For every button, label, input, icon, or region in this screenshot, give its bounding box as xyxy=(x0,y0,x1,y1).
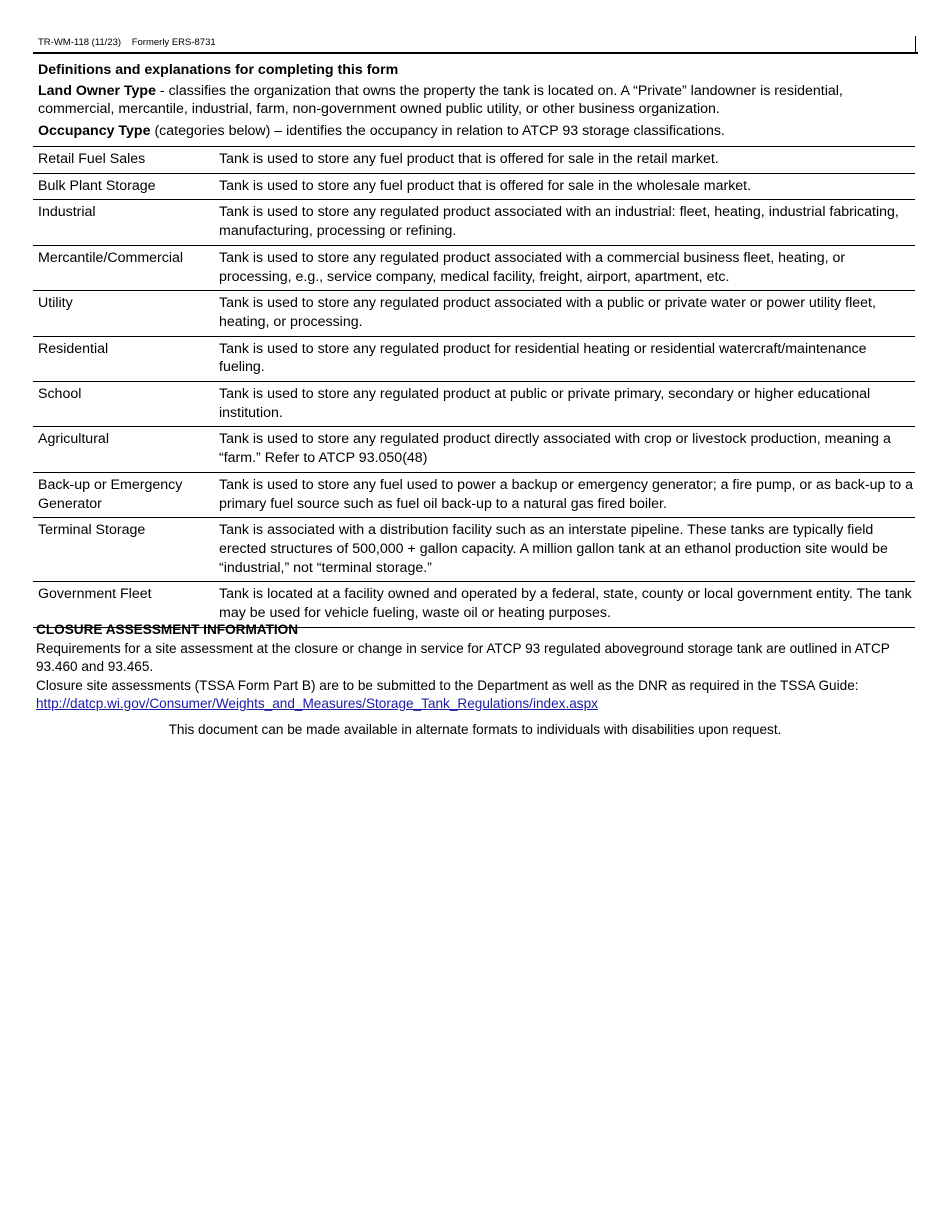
occupancy-description: Tank is used to store any fuel product that is offered for sale in the wholesale market. xyxy=(219,173,915,200)
accessibility-notice: This document can be made available in alternate formats to individuals with disabilities upon request. xyxy=(168,722,782,737)
definitions-section xyxy=(38,61,914,143)
occupancy-definition xyxy=(38,122,914,141)
table-row xyxy=(33,336,915,381)
definitions-heading: Definitions and explanations for completing this form xyxy=(38,62,399,78)
land-owner-definition xyxy=(38,82,914,119)
occupancy-term: Back-up or Emergency Generator xyxy=(33,472,219,517)
occupancy-term: Government Fleet xyxy=(33,582,219,627)
occupancy-term: Retail Fuel Sales xyxy=(33,147,219,174)
table-row xyxy=(33,518,915,582)
table-row xyxy=(33,427,915,472)
occupancy-text: (categories below) – identifies the occupancy in relation to ATCP 93 storage classifications. xyxy=(150,122,725,139)
occupancy-description: Tank is used to store any regulated product associated with a commercial business fleet, heating, or processing, e.g., service company, medical facility, freight, airport, apartment, etc. xyxy=(219,245,915,290)
occupancy-term: Terminal Storage xyxy=(33,518,219,582)
occupancy-description: Tank is used to store any fuel used to power a backup or emergency generator; a fire pump, or as back-up to a primary fuel source such as fuel oil back-up to a natural gas fired boiler. xyxy=(219,472,915,517)
occupancy-description: Tank is associated with a distribution facility such as an interstate pipeline. These tanks are typically field erected structures of 500,000 + gallon capacity. A million gallon tank at an ethanol production site would be “industrial,” not “terminal storage.” xyxy=(219,518,915,582)
occupancy-term: School xyxy=(33,382,219,427)
closure-paragraph-1: Requirements for a site assessment at the closure or change in service for ATCP 93 regulated aboveground storage tank are outlined in ATCP 93.460 and 93.465. xyxy=(36,641,890,675)
closure-paragraph-2: Closure site assessments (TSSA Form Part B) are to be submitted to the Department as well as the DNR as required in the TSSA Guide: xyxy=(36,677,859,693)
table-row xyxy=(33,472,915,517)
table-row xyxy=(33,147,915,174)
occupancy-term: Agricultural xyxy=(33,427,219,472)
table-row xyxy=(33,200,915,245)
form-code xyxy=(38,37,216,48)
form-number: TR-WM-118 (11/23) xyxy=(38,37,122,48)
closure-heading: CLOSURE ASSESSMENT INFORMATION xyxy=(36,622,299,637)
table-row xyxy=(33,291,915,336)
occupancy-description: Tank is used to store any regulated product directly associated with crop or livestock production, meaning a “farm.” Refer to ATCP 93.050(48) xyxy=(219,427,915,472)
table-row xyxy=(33,173,915,200)
occupancy-description: Tank is used to store any regulated product associated with a public or private water or power utility fleet, heating, or processing. xyxy=(219,291,915,336)
occupancy-term: Residential xyxy=(33,336,219,381)
occupancy-description: Tank is used to store any regulated product for residential heating or residential watercraft/maintenance fueling. xyxy=(219,336,915,381)
closure-section xyxy=(36,621,916,713)
tssa-guide-link[interactable]: http://datcp.wi.gov/Consumer/Weights_and_Measures/Storage_Tank_Regulations/index.aspx xyxy=(36,695,598,711)
land-owner-text: - classifies the organization that owns the property the tank is located on. A “Private” landowner is residential, commercial, mercantile, industrial, farm, non-government owned public utility, or other business organization. xyxy=(38,82,843,118)
occupancy-table xyxy=(33,146,915,628)
header-tick xyxy=(915,36,916,53)
occupancy-term: Industrial xyxy=(33,200,219,245)
occupancy-term: Mercantile/Commercial xyxy=(33,245,219,290)
table-row xyxy=(33,245,915,290)
occupancy-description: Tank is used to store any regulated product at public or private primary, secondary or higher educational institution. xyxy=(219,382,915,427)
occupancy-term: Bulk Plant Storage xyxy=(33,173,219,200)
header-rule xyxy=(33,52,918,54)
occupancy-description: Tank is used to store any fuel product that is offered for sale in the retail market. xyxy=(219,147,915,174)
occupancy-label: Occupancy Type xyxy=(38,122,151,139)
occupancy-description: Tank is located at a facility owned and operated by a federal, state, county or local government entity. The tank may be used for vehicle fueling, waste oil or heating purposes. xyxy=(219,582,915,627)
occupancy-term: Utility xyxy=(33,291,219,336)
closure-link-line xyxy=(36,695,916,713)
formerly-number: Formerly ERS-8731 xyxy=(131,37,216,48)
table-row xyxy=(33,382,915,427)
land-owner-label: Land Owner Type xyxy=(38,82,156,99)
occupancy-description: Tank is used to store any regulated product associated with an industrial: fleet, heating, industrial fabricating, manufacturing, processing or refining. xyxy=(219,200,915,245)
